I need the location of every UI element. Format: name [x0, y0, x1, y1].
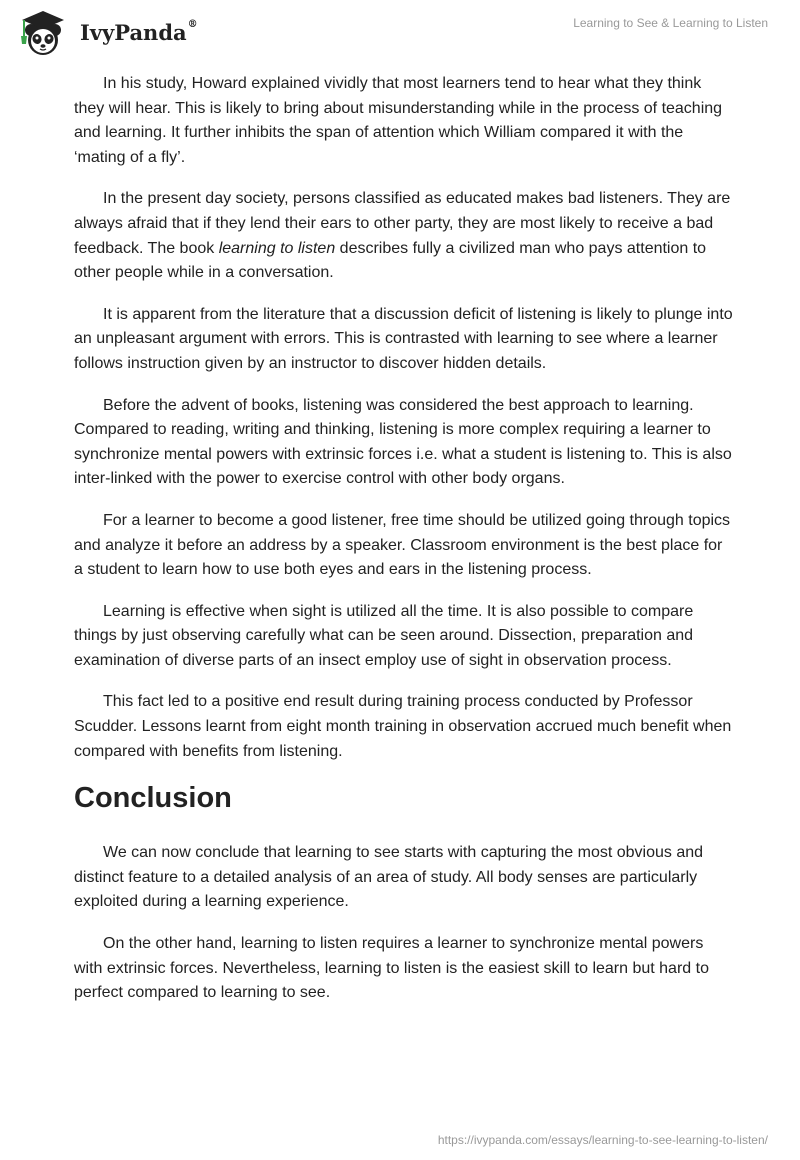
paragraph-text: It is apparent from the literature that a discussion deficit of listening is likely to plunge into an unpleasant argument with errors. This is contrasted with learning to see where a learner follows instruction given by an instructor to discover hidden details. — [74, 305, 733, 372]
paragraph — [74, 303, 734, 377]
essay-content — [74, 72, 734, 1023]
panda-graduation-cap-icon[interactable] — [16, 8, 76, 58]
paragraph-text: In the present day society, persons classified as educated makes bad listeners. They are always afraid that if they lend their ears to other party, they are most likely to receive a bad feedback. The book — [74, 190, 731, 257]
paragraph-text: In his study, Howard explained vividly that most learners tend to hear what they think they will hear. This is likely to bring about misunderstanding while in the process of teaching and learning. It further inhibits the span of attention which William compared it with the ‘mating of a fly’. — [74, 75, 723, 166]
paragraph — [74, 690, 734, 764]
conclusion-paragraphs — [74, 841, 734, 1006]
paragraph — [74, 509, 734, 583]
registered-mark: ® — [187, 19, 198, 30]
italic-title: learning to listen — [218, 239, 336, 257]
paragraph-text: For a learner to become a good listener, free time should be utilized going through topics and analyze it before an address by a speaker. Classroom environment is the best place for a student to learn how to use both eyes and ears in the listening process. — [74, 511, 731, 579]
page-header — [0, 0, 800, 60]
paragraph-text: We can now conclude that learning to see starts with capturing the most obvious and distinct feature to a detailed analysis of an area of study. All body senses are particularly exploited during a learning experience. — [74, 844, 704, 911]
brand-text: IvyPanda — [80, 20, 187, 45]
paragraph — [74, 187, 734, 285]
paragraph — [74, 932, 734, 1006]
paragraph-text: describes fully a civilized man who pays attention to other people while in a conversation. — [74, 239, 707, 282]
paragraph — [74, 600, 734, 674]
footer-url[interactable]: https://ivypanda.com/essays/learning-to-see-learning-to-listen/ — [437, 1133, 768, 1147]
paragraph-text: On the other hand, learning to listen requires a learner to synchronize mental powers with extrinsic forces. Nevertheless, learning to listen is the easiest skill to learn but hard to perfect compared to learning to see. — [74, 935, 709, 1002]
paragraph — [74, 394, 734, 492]
body-paragraphs — [74, 72, 734, 764]
paragraph-text: Before the advent of books, listening was considered the best approach to learning. Compared to reading, writing and thinking, listening is more complex requiring a learner to synchronize mental powers with extrinsic forces i.e. what a student is listening to. This is also inter-linked with the power to exercise control with other body organs. — [74, 396, 732, 488]
paragraph — [74, 841, 734, 915]
brand-name[interactable] — [80, 20, 198, 45]
paragraph-text: This fact led to a positive end result during training process conducted by Professor Scudder. Lessons learnt from eight month training in observation accrued much benefit when compared with benefits from listening. — [74, 693, 732, 760]
document-title: Learning to See & Learning to Listen — [573, 16, 768, 30]
paragraph-text: Learning is effective when sight is utilized all the time. It is also possible to compare things by just observing carefully what can be seen around. Dissection, preparation and examination of diverse parts of an insect employ use of sight in observation process. — [74, 602, 694, 669]
paragraph — [74, 72, 734, 170]
conclusion-heading: Conclusion — [74, 782, 232, 815]
